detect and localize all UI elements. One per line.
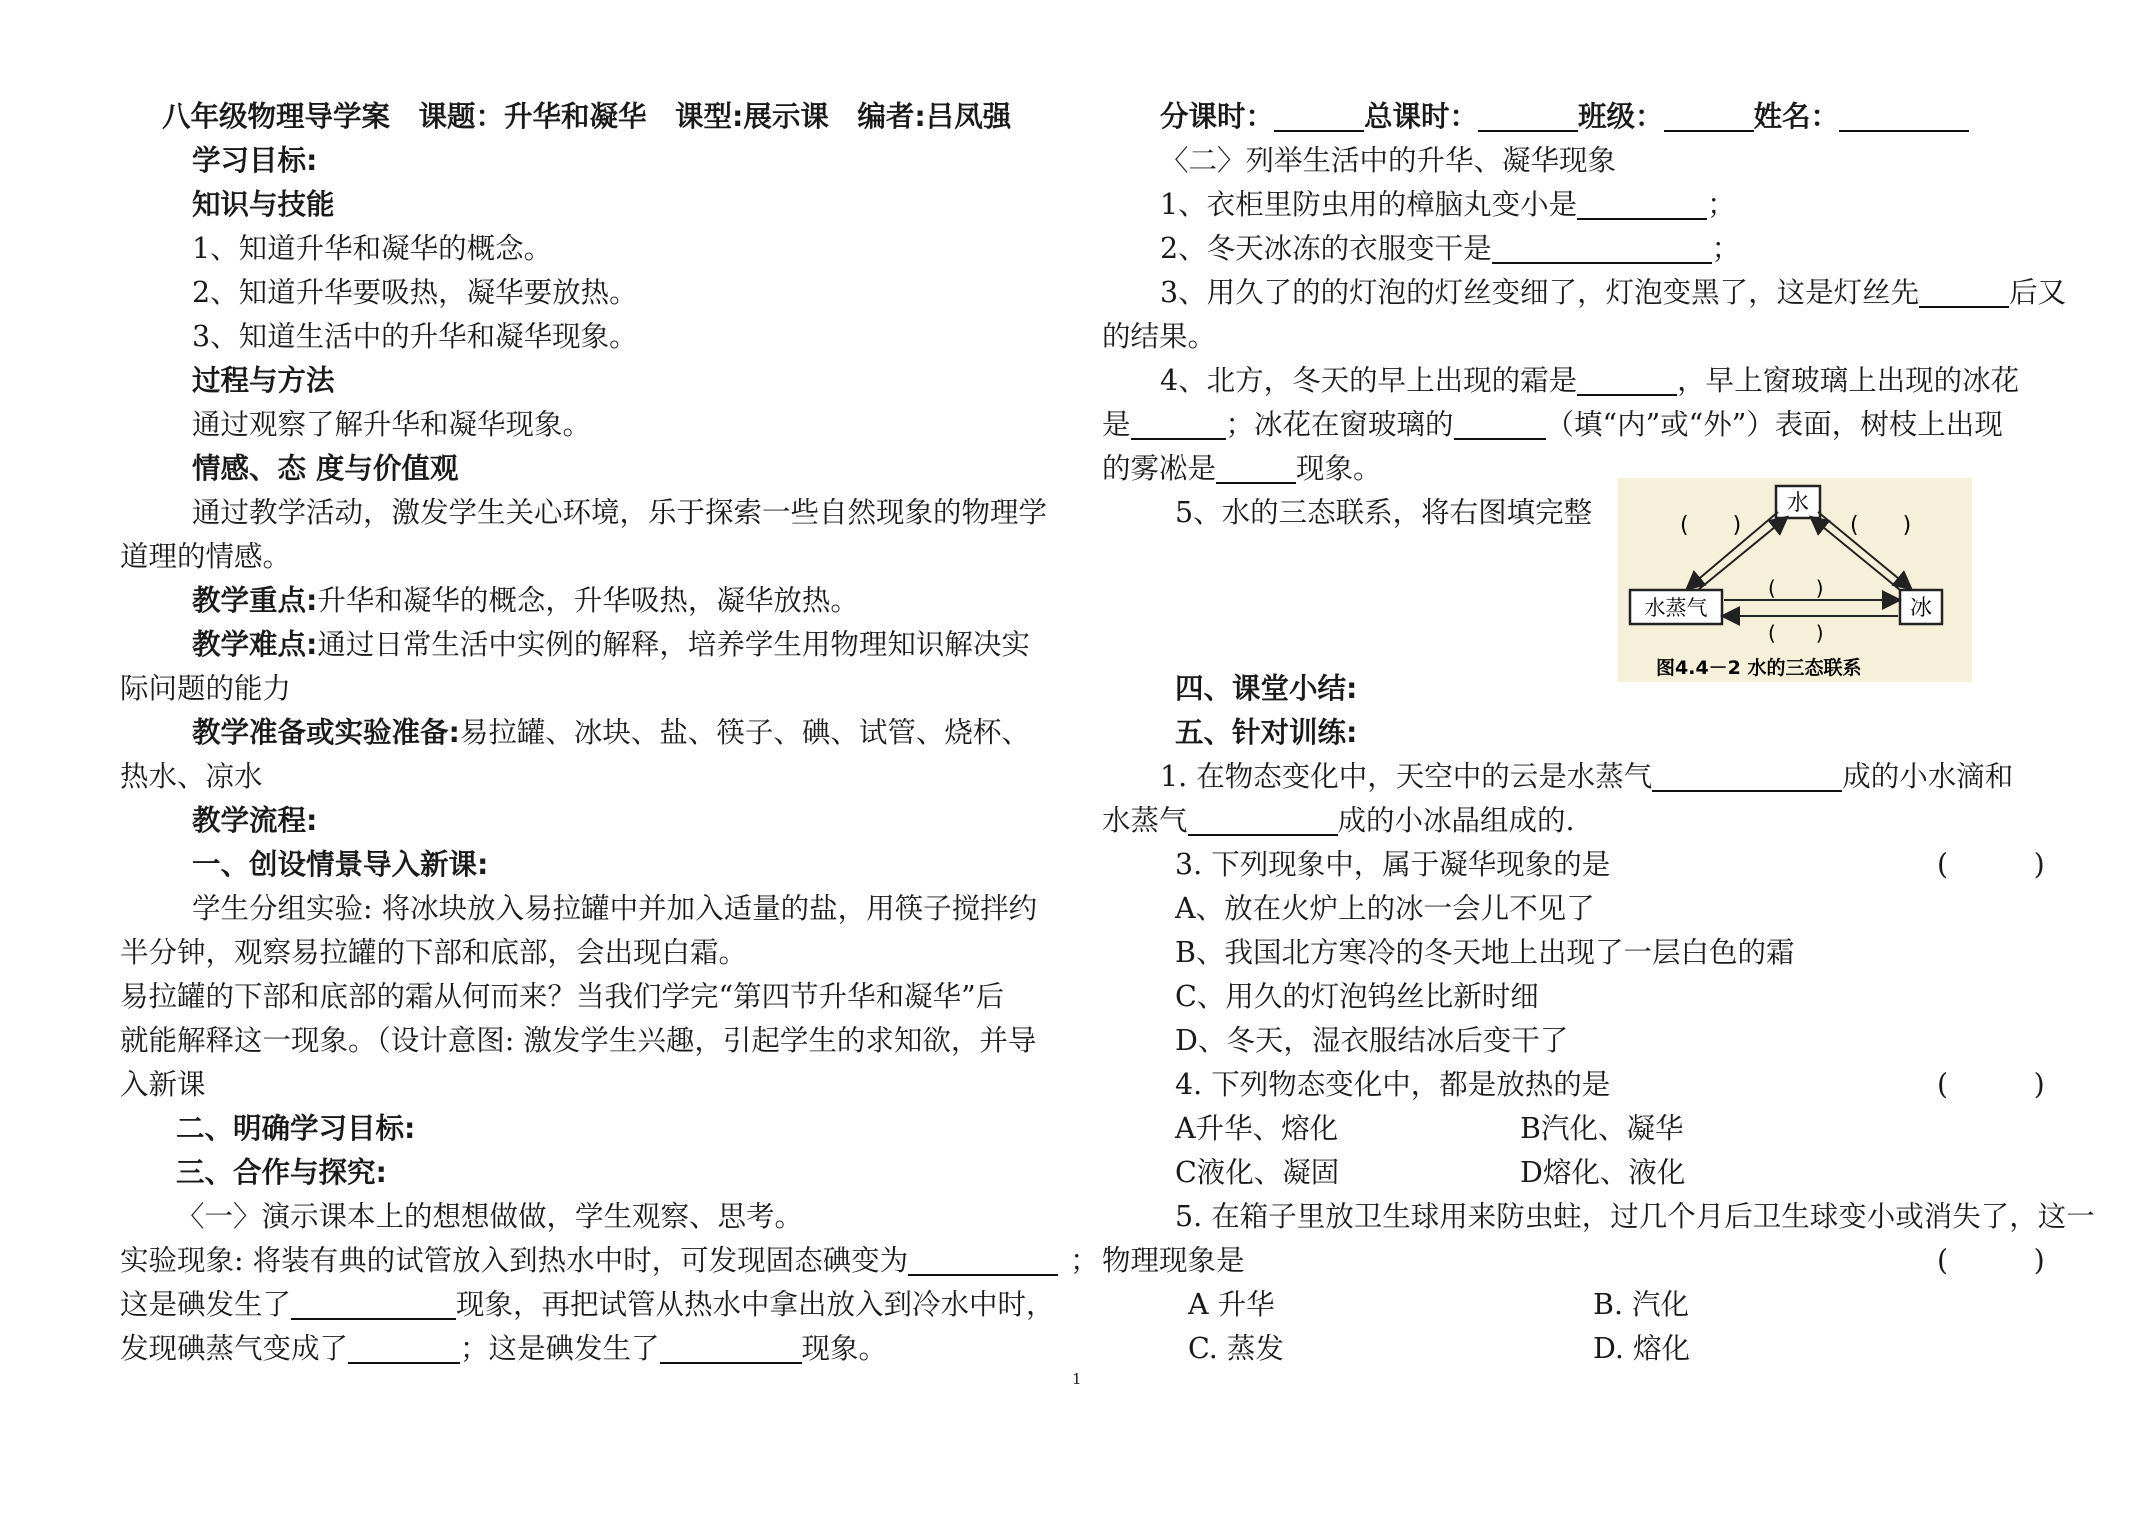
blank-field[interactable] [1839,100,1969,132]
experiment-text-2b: 现象，再把试管从热水中拿出放入到冷水中时， [456,1288,1055,1321]
training-5: 5. 在箱子里放卫生球用来防虫蛀，过几个月后卫生球变小或消失了，这一 [1175,1200,2095,1233]
section-1-text-3: 易拉罐的下部和底部的霜从何而来？当我们学完“第四节升华和凝华”后 [120,980,1005,1013]
emo-text-2: 道理的情感。 [120,540,292,573]
experiment-line-3 [120,1327,887,1371]
blank-field[interactable] [660,1332,802,1364]
training-3: 3. 下列现象中，属于凝华现象的是 [1175,848,1611,881]
section-1-text-4: 就能解释这一现象。（设计意图: 激发学生兴趣，引起学生的求知欲，并导 [120,1024,1037,1057]
blank-field[interactable] [291,1288,456,1320]
section-1-text-5: 入新课 [120,1068,206,1101]
question-1-text: 1、衣柜里防虫用的樟脑丸变小是 [1160,188,1578,221]
section-1-text-2: 半分钟，观察易拉罐的下部和底部，会出现白霜。 [120,936,748,969]
flow-title: 教学流程: [192,804,318,837]
section-5-title: 五、针对训练: [1175,716,1358,749]
training-4: 4. 下列物态变化中，都是放热的是 [1175,1068,1611,1101]
question-4-line-3 [1102,447,1382,491]
question-4-text-c: 是 [1102,408,1131,441]
option-5b: B. 汽化 [1593,1288,1690,1321]
pm-text: 通过观察了解升华和凝华现象。 [192,408,592,441]
preparation-label: 教学准备或实验准备: [192,716,460,749]
training-1-text-d: 成的小冰晶组成的. [1337,804,1575,837]
training-5-line-2: 物理现象是 [1102,1244,1245,1277]
experiment-text-3c: 现象。 [801,1332,888,1365]
option-4a: A升华、熔化 [1175,1112,1339,1145]
blank-field[interactable] [1454,408,1546,440]
experiment-text-2a: 这是碘发生了 [120,1288,292,1321]
section-4-title: 四、课堂小结: [1175,672,1358,705]
info-label-a: 分课时： [1160,100,1275,133]
option-4b: B汽化、凝华 [1520,1112,1684,1145]
option-5a: A 升华 [1188,1288,1275,1321]
difficulty-text: 通过日常生活中实例的解释，培养学生用物理知识解决实 [317,628,1030,661]
question-3-line-2: 的结果。 [1102,320,1217,353]
blank-field[interactable] [1188,804,1338,836]
section-1-title: 一、创设情景导入新课: [192,848,489,881]
question-4-text-d: ；冰花在窗玻璃的 [1225,408,1454,441]
option-4c: C液化、凝固 [1175,1156,1340,1189]
preparation-text-2: 热水、凉水 [120,760,263,793]
question-4-text-b: ，早上窗玻璃上出现的冰花 [1677,364,2020,397]
answer-paren[interactable]: ( ) [1937,1068,2045,1101]
student-info [1160,95,1969,139]
ks-item-3: 3、知道生活中的升华和凝华现象。 [192,320,638,353]
info-label-d: 姓名： [1753,100,1840,133]
fig-paren: ( ) [1850,513,1912,538]
section-1-text-1: 学生分组实验: 将冰块放入易拉罐中并加入适量的盐，用筷子搅拌约 [192,892,1038,925]
blank-field[interactable] [1478,100,1578,132]
training-1-text-b: 成的小水滴和 [1842,760,2014,793]
training-1-text: 1. 在物态变化中，天空中的云是水蒸气 [1160,760,1653,793]
info-label-c: 班级： [1578,100,1664,133]
punct: ； [1711,232,1741,265]
ks-item-2: 2、知道升华要吸热，凝华要放热。 [192,276,638,309]
training-1-line-2 [1102,799,1575,843]
experiment-line-2 [120,1283,1055,1327]
vapor-label: 水蒸气 [1644,596,1708,620]
blank-field[interactable] [1652,760,1842,792]
option-4d: D熔化、液化 [1520,1156,1686,1189]
experiment-line-1 [120,1239,1099,1283]
emo-text-1: 通过教学活动，激发学生关心环境，乐于探索一些自然现象的物理学 [192,496,1048,529]
experiment-text-1: 实验现象: 将装有典的试管放入到热水中时，可发现固态碘变为 [120,1244,909,1277]
question-4-text-e: （填“内”或“外”）表面，树枝上出现 [1545,408,2003,441]
option-3c: C、用久的灯泡钨丝比新时细 [1175,980,1539,1013]
ice-label: 冰 [1909,596,1933,621]
experiment-text-3b: ；这是碘发生了 [460,1332,660,1365]
question-4-text-g: 现象。 [1296,452,1382,485]
figure-caption: 图4.4－2 水的三态联系 [1656,657,1862,679]
option-5c: C. 蒸发 [1188,1332,1284,1365]
blank-field[interactable] [1131,408,1226,440]
info-label-b: 总课时： [1364,100,1479,133]
blank-field[interactable] [1919,276,2009,308]
option-3b: B、我国北方寒冷的冬天地上出现了一层白色的霜 [1175,936,1795,969]
question-4 [1160,359,2019,403]
pm-title: 过程与方法 [192,364,335,397]
punct: ； [1707,188,1736,221]
fig-paren: ( ) [1768,576,1824,600]
question-2 [1160,227,1740,271]
section-3-sub: 〈一〉演示课本上的想想做做，学生观察、思考。 [176,1200,804,1233]
difficulty-label: 教学难点: [192,628,318,661]
blank-field[interactable] [1577,188,1707,220]
water-states-diagram [1618,478,1972,682]
answer-paren[interactable]: ( ) [1937,848,2045,881]
question-4-text: 4、北方，冬天的早上出现的霜是 [1160,364,1578,397]
option-5d: D. 熔化 [1593,1332,1690,1365]
question-4-line-2 [1102,403,2003,447]
ks-title: 知识与技能 [192,188,335,221]
experiment-text-3a: 发现碘蒸气变成了 [120,1332,349,1365]
page-number: 1 [1072,1370,1082,1388]
question-3 [1160,271,2066,315]
fig-paren: ( ) [1680,513,1742,538]
goals-title: 学习目标: [192,144,318,177]
training-1 [1160,755,2013,799]
difficulty-text-2: 际问题的能力 [120,672,292,705]
section-2-title: 二、明确学习目标: [176,1112,416,1145]
section-3-title: 三、合作与探究: [176,1156,387,1189]
question-2-text: 2、冬天冰冻的衣服变干是 [1160,232,1492,265]
preparation-text: 易拉罐、冰块、盐、筷子、碘、试管、烧杯、 [459,716,1030,749]
preparation [192,711,1030,755]
blank-field[interactable] [1492,232,1712,264]
key-point [192,579,859,623]
difficulty [192,623,1030,667]
fig-paren: ( ) [1768,621,1824,645]
option-3a: A、放在火炉上的冰一会儿不见了 [1175,892,1595,925]
blank-field[interactable] [1664,100,1754,132]
question-3-text-b: 后又 [2009,276,2067,309]
blank-field[interactable] [348,1332,460,1364]
blank-field[interactable] [1216,452,1296,484]
option-3d: D、冬天，湿衣服结冰后变干了 [1175,1024,1569,1057]
question-5: 5、水的三态联系，将右图填完整 [1175,496,1593,529]
question-3-text: 3、用久了的的灯泡的灯丝变细了，灯泡变黑了，这是灯丝先 [1160,276,1920,309]
doc-header: 八年级物理导学案 课题：升华和凝华 课型:展示课 编者:吕凤强 [162,100,1012,133]
training-1-text-c: 水蒸气 [1102,804,1188,837]
blank-field[interactable] [1274,100,1364,132]
punct: ； [1070,1244,1099,1277]
blank-field[interactable] [1577,364,1677,396]
sub-2: 〈二〉列举生活中的升华、凝华现象 [1160,144,1617,177]
answer-paren[interactable]: ( ) [1937,1244,2045,1277]
key-point-label: 教学重点: [192,584,318,617]
blank-field[interactable] [908,1244,1058,1276]
question-4-text-f: 的雾凇是 [1102,452,1217,485]
emo-title: 情感、态 度与价值观 [192,452,459,485]
key-point-text: 升华和凝华的概念，升华吸热，凝华放热。 [317,584,859,617]
question-1 [1160,183,1736,227]
ks-item-1: 1、知道升华和凝华的概念。 [192,232,553,265]
water-label: 水 [1786,491,1810,516]
